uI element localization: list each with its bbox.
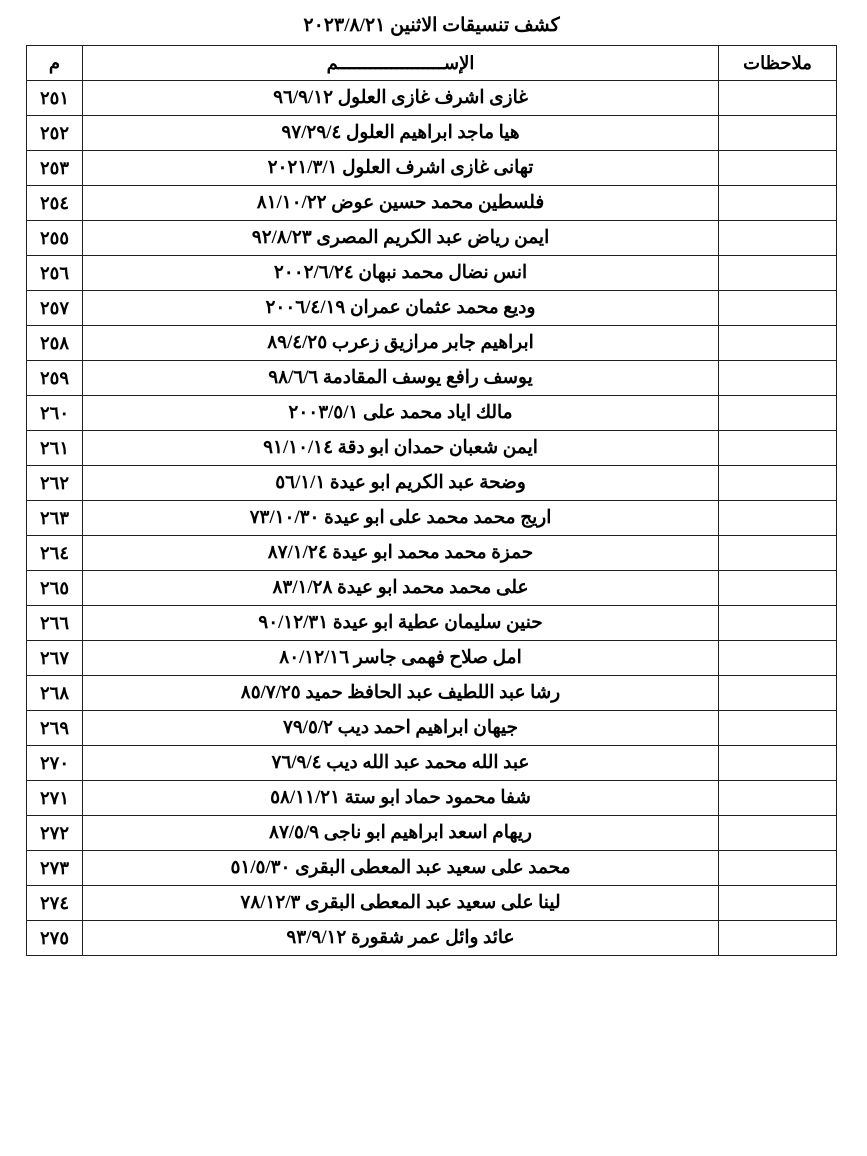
table-row: [27, 711, 837, 746]
table-row: [27, 466, 837, 501]
cell-notes: [719, 886, 837, 921]
cell-number: ٢٥٣: [27, 151, 83, 186]
cell-name: انس نضال محمد نبهان ٢٠٠٢/٦/٢٤: [83, 256, 719, 291]
table-row: [27, 851, 837, 886]
cell-name: مالك اياد محمد على ٢٠٠٣/٥/١: [83, 396, 719, 431]
table-row: [27, 361, 837, 396]
cell-name: عائد وائل عمر شقورة ٩٣/٩/١٢: [83, 921, 719, 956]
cell-number: ٢٧١: [27, 781, 83, 816]
cell-notes: [719, 151, 837, 186]
table-row: [27, 886, 837, 921]
table-row: [27, 256, 837, 291]
cell-number: ٢٥٤: [27, 186, 83, 221]
cell-name: وديع محمد عثمان عمران ٢٠٠٦/٤/١٩: [83, 291, 719, 326]
cell-name: ابراهيم جابر مرازيق زعرب ٨٩/٤/٢٥: [83, 326, 719, 361]
table-row: [27, 81, 837, 116]
cell-name: امل صلاح فهمى جاسر ٨٠/١٢/١٦: [83, 641, 719, 676]
cell-number: ٢٧٢: [27, 816, 83, 851]
cell-number: ٢٦٧: [27, 641, 83, 676]
cell-number: ٢٥١: [27, 81, 83, 116]
table-row: [27, 641, 837, 676]
cell-notes: [719, 81, 837, 116]
cell-name: وضحة عبد الكريم ابو عيدة ٥٦/١/١: [83, 466, 719, 501]
cell-number: ٢٦٨: [27, 676, 83, 711]
cell-name: شفا محمود حماد ابو ستة ٥٨/١١/٢١: [83, 781, 719, 816]
cell-name: فلسطين محمد حسين عوض ٨١/١٠/٢٢: [83, 186, 719, 221]
cell-number: ٢٦٥: [27, 571, 83, 606]
column-header-notes: ملاحظات: [719, 46, 837, 81]
table-row: [27, 326, 837, 361]
table-row: [27, 676, 837, 711]
table-row: [27, 921, 837, 956]
table-body: [27, 81, 837, 956]
cell-notes: [719, 781, 837, 816]
cell-name: لينا على سعيد عبد المعطى البقرى ٧٨/١٢/٣: [83, 886, 719, 921]
cell-name: غازى اشرف غازى العلول ٩٦/٩/١٢: [83, 81, 719, 116]
table-row: [27, 606, 837, 641]
cell-name: حنين سليمان عطية ابو عيدة ٩٠/١٢/٣١: [83, 606, 719, 641]
table-row: [27, 396, 837, 431]
cell-notes: [719, 431, 837, 466]
table-row: [27, 221, 837, 256]
cell-number: ٢٥٥: [27, 221, 83, 256]
cell-notes: [719, 291, 837, 326]
table-row: [27, 746, 837, 781]
cell-number: ٢٦٩: [27, 711, 83, 746]
cell-notes: [719, 186, 837, 221]
cell-number: ٢٦٤: [27, 536, 83, 571]
cell-name: يوسف رافع يوسف المقادمة ٩٨/٦/٦: [83, 361, 719, 396]
cell-name: حمزة محمد محمد ابو عيدة ٨٧/١/٢٤: [83, 536, 719, 571]
cell-name: محمد على سعيد عبد المعطى البقرى ٥١/٥/٣٠: [83, 851, 719, 886]
cell-name: ايمن شعبان حمدان ابو دقة ٩١/١٠/١٤: [83, 431, 719, 466]
cell-notes: [719, 816, 837, 851]
table-row: [27, 291, 837, 326]
table-row: [27, 431, 837, 466]
column-header-number: م: [27, 46, 83, 81]
table-row: [27, 151, 837, 186]
cell-notes: [719, 396, 837, 431]
table-header: [27, 46, 837, 81]
cell-notes: [719, 711, 837, 746]
cell-notes: [719, 536, 837, 571]
cell-name: جيهان ابراهيم احمد ديب ٧٩/٥/٢: [83, 711, 719, 746]
cell-name: عبد الله محمد عبد الله ديب ٧٦/٩/٤: [83, 746, 719, 781]
cell-notes: [719, 501, 837, 536]
column-header-name: [83, 46, 719, 81]
cell-number: ٢٥٢: [27, 116, 83, 151]
cell-name: على محمد محمد ابو عيدة ٨٣/١/٢٨: [83, 571, 719, 606]
cell-notes: [719, 571, 837, 606]
table-row: [27, 116, 837, 151]
cell-notes: [719, 326, 837, 361]
table-row: [27, 816, 837, 851]
cell-number: ٢٦٣: [27, 501, 83, 536]
cell-name: هيا ماجد ابراهيم العلول ٩٧/٢٩/٤: [83, 116, 719, 151]
cell-notes: [719, 676, 837, 711]
cell-name: تهانى غازى اشرف العلول ٢٠٢١/٣/١: [83, 151, 719, 186]
page-title: كشف تنسيقات الاثنين ٢٠٢٣/٨/٢١: [303, 15, 560, 36]
cell-name: اريج محمد محمد على ابو عيدة ٧٣/١٠/٣٠: [83, 501, 719, 536]
table-row: [27, 501, 837, 536]
cell-notes: [719, 851, 837, 886]
cell-notes: [719, 221, 837, 256]
table-row: [27, 781, 837, 816]
cell-name: رشا عبد اللطيف عبد الحافظ حميد ٨٥/٧/٢٥: [83, 676, 719, 711]
cell-notes: [719, 641, 837, 676]
cell-notes: [719, 256, 837, 291]
table-row: [27, 186, 837, 221]
cell-number: ٢٥٦: [27, 256, 83, 291]
table-row: [27, 536, 837, 571]
cell-notes: [719, 746, 837, 781]
cell-number: ٢٧٥: [27, 921, 83, 956]
cell-number: ٢٥٨: [27, 326, 83, 361]
cell-number: ٢٧٤: [27, 886, 83, 921]
table-header-row: [27, 46, 837, 81]
cell-number: ٢٦١: [27, 431, 83, 466]
coordinations-table: [26, 45, 837, 956]
cell-number: ٢٦٢: [27, 466, 83, 501]
cell-name: ايمن رياض عبد الكريم المصرى ٩٢/٨/٢٣: [83, 221, 719, 256]
cell-number: ٢٥٩: [27, 361, 83, 396]
cell-notes: [719, 606, 837, 641]
cell-number: ٢٥٧: [27, 291, 83, 326]
cell-number: ٢٧٣: [27, 851, 83, 886]
table-row: [27, 571, 837, 606]
column-header-name-label: الإســــــــــــــــــــم: [326, 52, 475, 73]
cell-notes: [719, 116, 837, 151]
cell-number: ٢٦٠: [27, 396, 83, 431]
cell-number: ٢٦٦: [27, 606, 83, 641]
cell-notes: [719, 361, 837, 396]
cell-notes: [719, 466, 837, 501]
cell-number: ٢٧٠: [27, 746, 83, 781]
cell-notes: [719, 921, 837, 956]
cell-name: ريهام اسعد ابراهيم ابو ناجى ٨٧/٥/٩: [83, 816, 719, 851]
